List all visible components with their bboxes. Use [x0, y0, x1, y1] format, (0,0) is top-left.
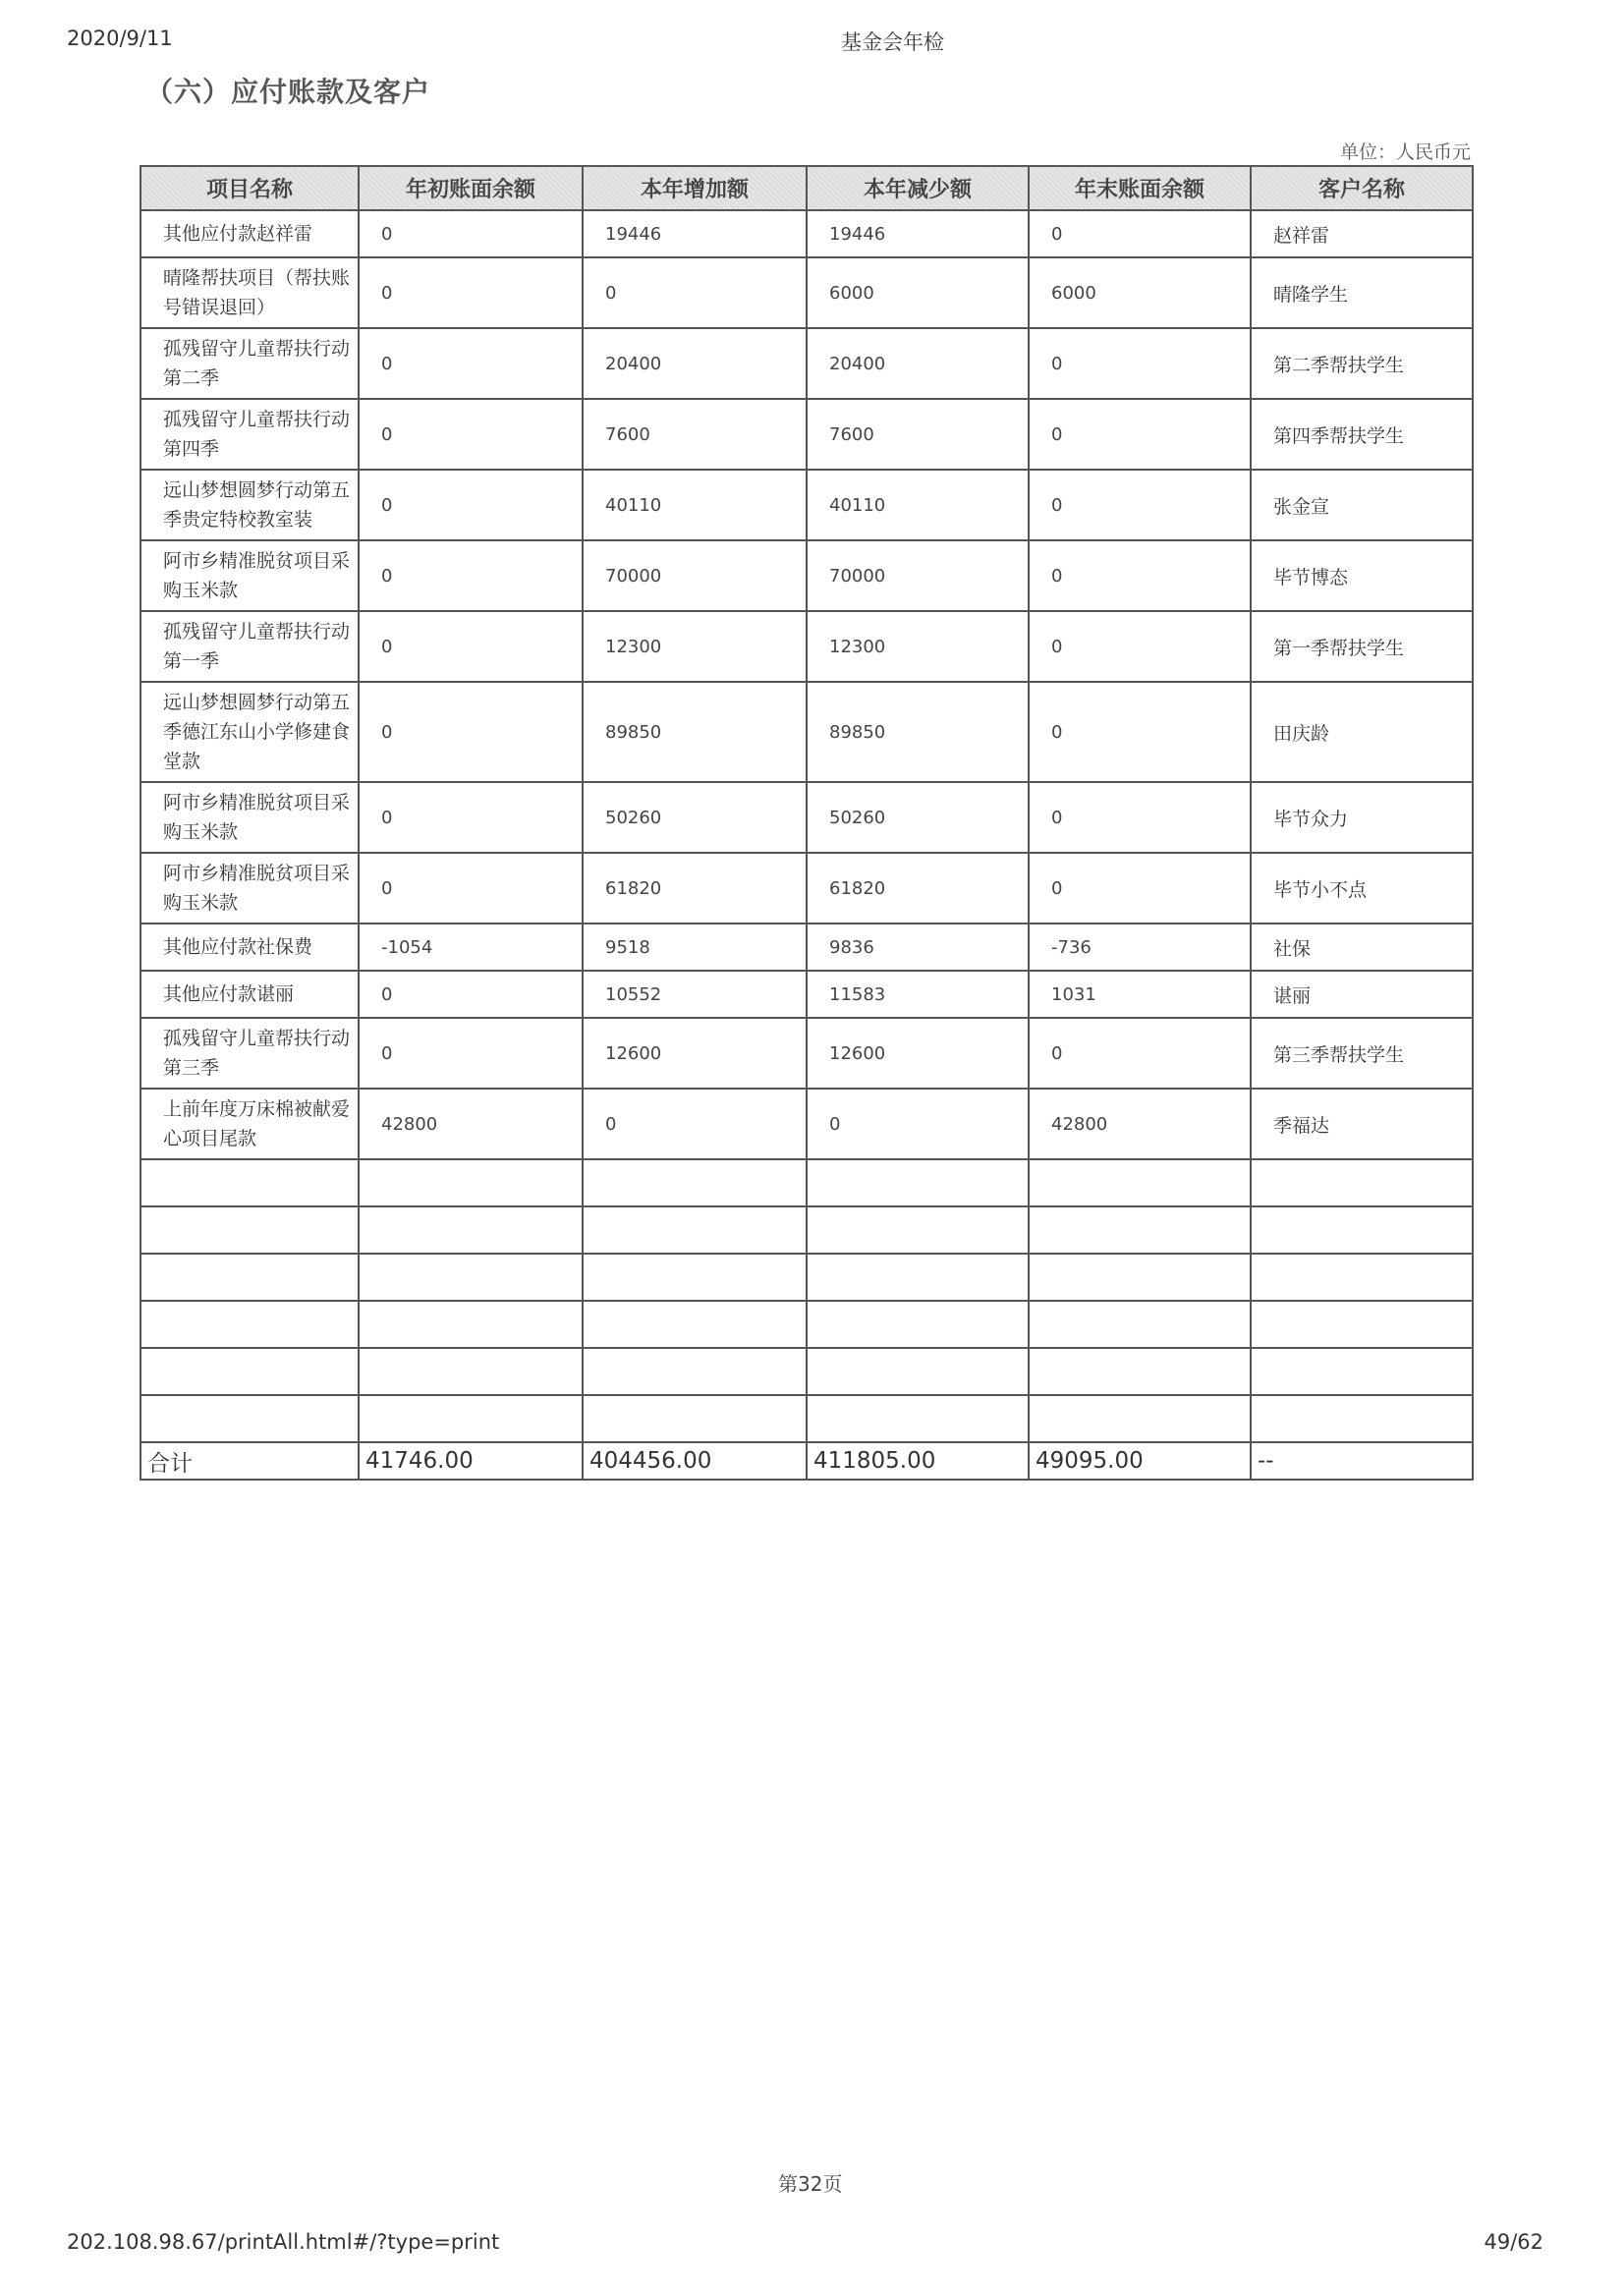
project-name: 远山梦想圆梦行动第五季德江东山小学修建食堂款: [140, 682, 359, 782]
header-annual-increase: 本年增加额: [583, 166, 807, 210]
annual-decrease: 19446: [807, 210, 1029, 257]
empty-cell: [1029, 1395, 1251, 1442]
document-title: 基金会年检: [841, 30, 944, 54]
closing-balance: 0: [1029, 611, 1251, 682]
opening-balance: 0: [359, 399, 583, 470]
print-date: 2020/9/11: [67, 27, 173, 50]
closing-balance: 0: [1029, 782, 1251, 853]
project-name: 其他应付款赵祥雷: [140, 210, 359, 257]
empty-cell: [1029, 1254, 1251, 1301]
opening-balance: 42800: [359, 1089, 583, 1159]
closing-balance: 0: [1029, 328, 1251, 399]
empty-cell: [359, 1395, 583, 1442]
annual-increase: 40110: [583, 470, 807, 540]
page-number: 第32页: [778, 2172, 843, 2196]
annual-decrease: 11583: [807, 971, 1029, 1018]
table-row: [140, 399, 1473, 470]
empty-cell: [1251, 1206, 1473, 1254]
total-annual-decrease: 411805.00: [807, 1442, 1029, 1480]
empty-cell: [140, 1254, 359, 1301]
project-name: 孤残留守儿童帮扶行动第四季: [140, 399, 359, 470]
annual-increase: 0: [583, 1089, 807, 1159]
client-name: 毕节众力: [1251, 782, 1473, 853]
empty-cell: [359, 1254, 583, 1301]
empty-cell: [1251, 1254, 1473, 1301]
empty-cell: [807, 1348, 1029, 1395]
table-row: [140, 1089, 1473, 1159]
total-opening-balance: 41746.00: [359, 1442, 583, 1480]
annual-decrease: 9836: [807, 924, 1029, 971]
empty-row: [140, 1395, 1473, 1442]
empty-cell: [807, 1395, 1029, 1442]
empty-cell: [140, 1206, 359, 1254]
header-project-name: 项目名称: [140, 166, 359, 210]
empty-cell: [583, 1206, 807, 1254]
total-closing-balance: 49095.00: [1029, 1442, 1251, 1480]
empty-cell: [807, 1301, 1029, 1348]
empty-cell: [140, 1395, 359, 1442]
empty-cell: [1251, 1395, 1473, 1442]
empty-row: [140, 1254, 1473, 1301]
opening-balance: 0: [359, 257, 583, 328]
empty-cell: [359, 1206, 583, 1254]
empty-cell: [1251, 1159, 1473, 1206]
client-name: 毕节博态: [1251, 540, 1473, 611]
footer-page-count: 49/62: [1484, 2230, 1543, 2254]
annual-increase: 20400: [583, 328, 807, 399]
annual-increase: 70000: [583, 540, 807, 611]
header-annual-decrease: 本年减少额: [807, 166, 1029, 210]
empty-cell: [1029, 1206, 1251, 1254]
closing-balance: 0: [1029, 1018, 1251, 1089]
empty-cell: [583, 1301, 807, 1348]
project-name: 阿市乡精准脱贫项目采购玉米款: [140, 540, 359, 611]
table-row: [140, 971, 1473, 1018]
table-row: [140, 540, 1473, 611]
client-name: 第三季帮扶学生: [1251, 1018, 1473, 1089]
table-row: [140, 611, 1473, 682]
total-label: 合计: [140, 1442, 359, 1480]
unit-label: 单位：人民币元: [1339, 141, 1471, 163]
client-name: 第四季帮扶学生: [1251, 399, 1473, 470]
empty-cell: [807, 1254, 1029, 1301]
empty-cell: [1029, 1348, 1251, 1395]
table-row: [140, 853, 1473, 924]
annual-increase: 10552: [583, 971, 807, 1018]
opening-balance: 0: [359, 210, 583, 257]
empty-cell: [359, 1348, 583, 1395]
opening-balance: 0: [359, 328, 583, 399]
annual-decrease: 0: [807, 1089, 1029, 1159]
header-client-name: 客户名称: [1251, 166, 1473, 210]
table-row: [140, 924, 1473, 971]
closing-balance: 0: [1029, 399, 1251, 470]
annual-increase: 12600: [583, 1018, 807, 1089]
annual-decrease: 20400: [807, 328, 1029, 399]
annual-increase: 9518: [583, 924, 807, 971]
total-client: --: [1251, 1442, 1473, 1480]
client-name: 晴隆学生: [1251, 257, 1473, 328]
client-name: 谌丽: [1251, 971, 1473, 1018]
opening-balance: 0: [359, 971, 583, 1018]
annual-decrease: 6000: [807, 257, 1029, 328]
empty-cell: [1029, 1159, 1251, 1206]
empty-cell: [583, 1395, 807, 1442]
total-row: [140, 1442, 1473, 1480]
client-name: 田庆龄: [1251, 682, 1473, 782]
project-name: 孤残留守儿童帮扶行动第三季: [140, 1018, 359, 1089]
table-row: [140, 257, 1473, 328]
client-name: 季福达: [1251, 1089, 1473, 1159]
empty-cell: [359, 1159, 583, 1206]
empty-row: [140, 1159, 1473, 1206]
annual-decrease: 50260: [807, 782, 1029, 853]
opening-balance: 0: [359, 853, 583, 924]
table-row: [140, 470, 1473, 540]
annual-increase: 61820: [583, 853, 807, 924]
annual-increase: 50260: [583, 782, 807, 853]
client-name: 第一季帮扶学生: [1251, 611, 1473, 682]
closing-balance: 0: [1029, 853, 1251, 924]
empty-cell: [583, 1254, 807, 1301]
header-opening-balance: 年初账面余额: [359, 166, 583, 210]
closing-balance: 0: [1029, 470, 1251, 540]
annual-decrease: 61820: [807, 853, 1029, 924]
client-name: 毕节小不点: [1251, 853, 1473, 924]
closing-balance: -736: [1029, 924, 1251, 971]
client-name: 赵祥雷: [1251, 210, 1473, 257]
annual-decrease: 12300: [807, 611, 1029, 682]
empty-cell: [1251, 1301, 1473, 1348]
empty-row: [140, 1301, 1473, 1348]
table-header-row: [140, 166, 1473, 210]
table-row: [140, 210, 1473, 257]
total-annual-increase: 404456.00: [583, 1442, 807, 1480]
client-name: 第二季帮扶学生: [1251, 328, 1473, 399]
empty-cell: [583, 1348, 807, 1395]
annual-increase: 19446: [583, 210, 807, 257]
client-name: 张金宣: [1251, 470, 1473, 540]
closing-balance: 1031: [1029, 971, 1251, 1018]
project-name: 阿市乡精准脱贫项目采购玉米款: [140, 853, 359, 924]
payables-table: [140, 165, 1474, 1481]
section-title: （六）应付账款及客户: [145, 76, 431, 108]
empty-cell: [583, 1159, 807, 1206]
opening-balance: 0: [359, 540, 583, 611]
project-name: 阿市乡精准脱贫项目采购玉米款: [140, 782, 359, 853]
annual-increase: 7600: [583, 399, 807, 470]
empty-cell: [807, 1159, 1029, 1206]
empty-cell: [1029, 1301, 1251, 1348]
project-name: 上前年度万床棉被献爱心项目尾款: [140, 1089, 359, 1159]
table-row: [140, 782, 1473, 853]
annual-decrease: 40110: [807, 470, 1029, 540]
empty-row: [140, 1348, 1473, 1395]
empty-cell: [140, 1348, 359, 1395]
closing-balance: 42800: [1029, 1089, 1251, 1159]
footer-url: 202.108.98.67/printAll.html#/?type=print: [67, 2230, 500, 2254]
annual-increase: 12300: [583, 611, 807, 682]
table-row: [140, 1018, 1473, 1089]
opening-balance: 0: [359, 782, 583, 853]
opening-balance: 0: [359, 470, 583, 540]
empty-cell: [359, 1301, 583, 1348]
annual-decrease: 12600: [807, 1018, 1029, 1089]
project-name: 其他应付款社保费: [140, 924, 359, 971]
annual-decrease: 7600: [807, 399, 1029, 470]
table-row: [140, 682, 1473, 782]
closing-balance: 6000: [1029, 257, 1251, 328]
opening-balance: 0: [359, 611, 583, 682]
empty-cell: [140, 1301, 359, 1348]
closing-balance: 0: [1029, 540, 1251, 611]
client-name: 社保: [1251, 924, 1473, 971]
opening-balance: -1054: [359, 924, 583, 971]
annual-increase: 0: [583, 257, 807, 328]
project-name: 孤残留守儿童帮扶行动第一季: [140, 611, 359, 682]
empty-cell: [140, 1159, 359, 1206]
project-name: 其他应付款谌丽: [140, 971, 359, 1018]
project-name: 远山梦想圆梦行动第五季贵定特校教室装: [140, 470, 359, 540]
table-row: [140, 328, 1473, 399]
project-name: 晴隆帮扶项目（帮扶账号错误退回）: [140, 257, 359, 328]
empty-cell: [1251, 1348, 1473, 1395]
empty-cell: [807, 1206, 1029, 1254]
annual-increase: 89850: [583, 682, 807, 782]
opening-balance: 0: [359, 1018, 583, 1089]
header-closing-balance: 年末账面余额: [1029, 166, 1251, 210]
empty-row: [140, 1206, 1473, 1254]
annual-decrease: 70000: [807, 540, 1029, 611]
closing-balance: 0: [1029, 682, 1251, 782]
closing-balance: 0: [1029, 210, 1251, 257]
annual-decrease: 89850: [807, 682, 1029, 782]
project-name: 孤残留守儿童帮扶行动第二季: [140, 328, 359, 399]
opening-balance: 0: [359, 682, 583, 782]
